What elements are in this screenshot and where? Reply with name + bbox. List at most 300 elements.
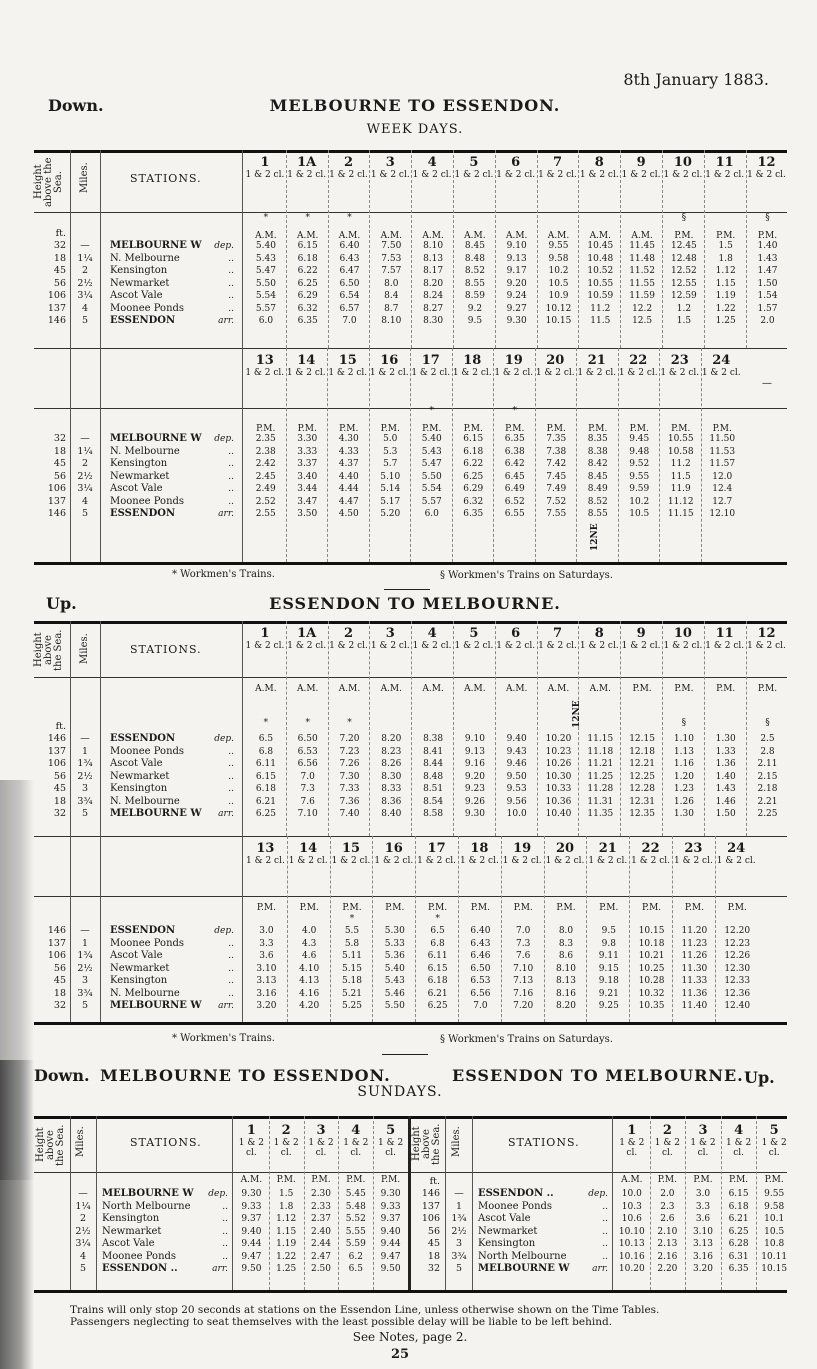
station-tag: ..: [228, 784, 234, 794]
train-number: 10: [673, 626, 692, 641]
up-block1-ampm: A.M.: [296, 684, 319, 694]
sun-right-miles: [448, 1188, 470, 1276]
height-cell: [36, 421, 66, 434]
time-cell: 3.10: [256, 963, 277, 974]
height-cell: 32: [427, 1263, 440, 1274]
down-block1-col-head: [704, 156, 746, 180]
station-row: [102, 1226, 230, 1239]
miles-cell: 4: [81, 495, 89, 507]
time-cell: 3.33: [297, 446, 318, 457]
down-block2-stations: [110, 433, 238, 521]
time-cell: 6.53: [297, 746, 318, 757]
down-block1-mark: §: [681, 213, 687, 223]
station-row: [110, 471, 238, 484]
train-number: 3: [385, 155, 395, 170]
time-cell: 10.35: [638, 1001, 665, 1011]
time-cell: 2.45: [255, 471, 276, 482]
time-cell: 3.44: [297, 484, 318, 494]
time-cell: 5.45: [345, 1189, 366, 1199]
time-cell: 7.42: [546, 459, 567, 469]
down-block1-mark: *: [347, 213, 352, 223]
time-cell: 9.16: [464, 759, 485, 769]
time-cell: 7.3: [516, 938, 531, 949]
station-row: [110, 278, 238, 291]
time-cell: 10.20: [618, 1264, 645, 1274]
class-label: 1 & 2 cl.: [287, 170, 327, 180]
station-row: [110, 808, 238, 821]
station-name: ESSENDON ..: [478, 1188, 554, 1199]
time-cell: 1.26: [673, 796, 694, 807]
time-cell: 8.26: [381, 759, 402, 769]
class-label: 1 & 2 cl.: [411, 368, 451, 378]
time-cell: 6.15: [728, 1189, 749, 1199]
up-direction: Up.: [46, 594, 77, 613]
down-block1-col-head: [286, 156, 328, 180]
station-row: [110, 975, 238, 988]
time-cell: 8.45: [587, 471, 608, 482]
train-number: 23: [670, 353, 689, 368]
miles-cell: —: [78, 1188, 88, 1199]
down-block1-times: [248, 240, 284, 328]
time-cell: 1.8: [718, 253, 733, 264]
class-label: 1 & 2 cl.: [245, 368, 285, 378]
time-cell: 12.23: [724, 938, 751, 949]
down-block1-ampm: A.M.: [547, 231, 570, 241]
time-cell: 8.55: [587, 509, 608, 519]
train-number: 13: [255, 353, 274, 368]
station-name: ESSENDON: [110, 315, 176, 326]
height-cell: 56: [53, 770, 66, 782]
time-cell: 2.37: [310, 1214, 332, 1224]
class-label: 1 & 2 cl.: [535, 368, 575, 378]
time-cell: 12.52: [671, 266, 697, 276]
station-name: N. Melbourne: [110, 795, 180, 807]
station-tag: ..: [228, 759, 234, 769]
up-block1-times: [248, 733, 284, 821]
down-block1-ampm: A.M.: [338, 231, 361, 241]
time-cell: 1.15: [276, 1226, 297, 1237]
down-block1-ampm: A.M.: [464, 231, 486, 241]
section-separator-2: [382, 1054, 428, 1055]
time-cell: 1.12: [715, 266, 736, 276]
time-cell: 1.16: [673, 759, 694, 769]
train-number: 1: [260, 155, 270, 170]
station-row: [102, 1213, 230, 1226]
class-label: 1 & 2 cl.: [579, 641, 619, 651]
train-number: 12: [757, 626, 776, 641]
station-row: [110, 265, 238, 278]
time-cell: 3.47: [297, 496, 318, 507]
down-block1-col-head: [411, 156, 453, 180]
time-cell: 7.36: [339, 796, 360, 807]
time-cell: 6.32: [297, 303, 318, 314]
train-number: 7: [552, 155, 563, 170]
sun-right-times: [688, 1188, 718, 1276]
miles-cell: 2½: [77, 770, 93, 782]
up-block2-times: [334, 925, 371, 1013]
down-block1-times: [708, 240, 744, 328]
time-cell: 5.14: [380, 484, 401, 494]
time-cell: 8.38: [587, 446, 608, 457]
height-cell: 56: [53, 962, 66, 974]
class-label: 1 & 2 cl.: [690, 1138, 716, 1158]
class-label: 1 & 2 cl.: [329, 641, 368, 651]
time-cell: 8.58: [423, 809, 444, 819]
time-cell: 6.25: [463, 471, 484, 482]
station-tag: ..: [222, 1226, 228, 1237]
time-cell: 12.0: [712, 471, 733, 482]
time-cell: 9.45: [629, 434, 650, 444]
train-number: 9: [636, 626, 646, 641]
train-number: 2: [662, 1123, 672, 1138]
sun-left-col-head: [234, 1124, 269, 1158]
time-cell: 9.40: [241, 1226, 262, 1237]
down-block2-ampm: P.M.: [546, 424, 566, 434]
class-label: 1 & 2 cl.: [286, 368, 326, 378]
sun-right-times: [724, 1188, 754, 1276]
train-number: 1: [627, 1123, 637, 1138]
time-cell: 11.59: [629, 291, 655, 301]
sun-left-times: [341, 1188, 370, 1276]
time-cell: 10.45: [587, 241, 614, 251]
up-block2-ampm: P.M.: [470, 903, 490, 913]
up-12ne-note: 12NE: [572, 700, 582, 728]
train-number: 5: [769, 1123, 779, 1138]
station-name: Ascot Vale: [110, 950, 163, 961]
time-cell: 4.40: [338, 471, 359, 482]
time-cell: 6.55: [504, 509, 525, 519]
up-block1-sep-6: [495, 621, 496, 836]
time-cell: 6.11: [255, 759, 276, 769]
time-cell: 9.50: [241, 1264, 262, 1274]
down-block2-mark: *: [512, 406, 517, 416]
sun-left-stations-header: STATIONS.: [130, 1136, 202, 1149]
time-cell: 1.20: [673, 771, 694, 782]
time-cell: 12.25: [629, 771, 655, 782]
up-block1-times: [332, 733, 368, 821]
time-cell: 11.21: [587, 759, 614, 769]
station-tag: ..: [228, 963, 234, 974]
down-block1-col-head: [537, 156, 579, 180]
time-cell: 8.30: [381, 771, 402, 782]
time-cell: 11.57: [709, 459, 736, 469]
time-cell: 6.50: [297, 734, 318, 744]
miles-cell: —: [454, 1188, 464, 1199]
time-cell: 8.10: [555, 963, 577, 974]
train-number: 8: [594, 626, 604, 641]
class-label: 1 & 2 cl.: [618, 368, 658, 378]
time-cell: 6.21: [728, 1214, 749, 1224]
time-cell: 9.33: [380, 1201, 401, 1212]
up-block1-col-head: [746, 627, 788, 651]
station-name: Kensington: [110, 975, 168, 986]
station-tag: ..: [228, 796, 234, 807]
train-number: 11: [715, 626, 734, 641]
up-block2-mark: *: [435, 914, 440, 924]
time-cell: 5.50: [384, 1001, 405, 1011]
time-cell: 11.12: [667, 496, 694, 507]
time-cell: 7.3: [300, 784, 315, 794]
time-cell: 10.40: [545, 809, 572, 819]
height-cell: 106: [47, 483, 66, 494]
down-block2-col-head: [410, 354, 452, 378]
time-cell: 2.0: [660, 1189, 675, 1199]
miles-cell: 2½: [77, 470, 93, 482]
sun-right-stations-header: STATIONS.: [508, 1136, 580, 1149]
up-block1-times: [582, 733, 618, 821]
station-name: Ascot Vale: [110, 290, 163, 301]
down-block2-ampm: P.M.: [712, 424, 732, 434]
time-cell: 5.33: [384, 938, 405, 949]
station-name: Ascot Vale: [110, 758, 163, 769]
up-block2-times: [676, 925, 713, 1013]
time-cell: 5.57: [255, 303, 276, 314]
up-block2-times: [548, 925, 585, 1013]
up-block2-ampm: P.M.: [342, 903, 362, 913]
down-block2-ampm: P.M.: [588, 424, 608, 434]
up-block1-col-head: [620, 627, 662, 651]
time-cell: 9.8: [601, 938, 616, 949]
time-cell: 6.56: [470, 988, 491, 999]
sun-left-miles: [72, 1188, 94, 1276]
time-cell: 7.13: [513, 976, 534, 986]
time-cell: 12.59: [671, 291, 697, 301]
up-block2-ampm: P.M.: [513, 903, 533, 913]
time-cell: 9.58: [548, 253, 569, 264]
time-cell: 2.18: [757, 784, 778, 794]
train-number: 20: [555, 841, 575, 856]
up-block1-sep-12: [746, 621, 747, 836]
time-cell: 1.40: [715, 771, 736, 782]
time-cell: 2.38: [255, 446, 276, 457]
up-block1-ampm: P.M.: [757, 684, 778, 694]
down-last-col-label: —: [762, 378, 772, 389]
station-row: [110, 925, 238, 938]
class-label: 1 & 2 cl.: [331, 856, 371, 866]
up-block2-ampm: P.M.: [599, 903, 619, 913]
time-cell: 10.28: [638, 976, 665, 986]
sun-right-col-head: [650, 1124, 686, 1158]
down-block2-mark: *: [429, 406, 434, 416]
station-name: Moonee Ponds: [478, 1200, 553, 1212]
up-block2-col-head: [330, 842, 373, 866]
up-block1-col-head: [495, 627, 537, 651]
sun-left-vline-1: [96, 1116, 97, 1290]
time-cell: 11.2: [590, 303, 611, 314]
time-cell: 6.8: [430, 938, 445, 949]
time-cell: 5.48: [345, 1201, 366, 1212]
time-cell: 8.41: [423, 746, 444, 757]
time-cell: 7.6: [300, 796, 315, 807]
station-tag: dep.: [214, 241, 234, 251]
up-block1-times: [541, 733, 577, 821]
up-block1-times: [457, 733, 493, 821]
train-number: 13: [256, 841, 275, 856]
up-vline-1: [100, 621, 101, 1022]
time-cell: 11.55: [629, 278, 655, 289]
down-block2-times: [580, 433, 616, 521]
time-cell: 4.47: [338, 496, 359, 507]
train-number: 19: [513, 841, 532, 856]
up-block1-mark: §: [765, 718, 770, 728]
station-tag: ..: [228, 471, 234, 482]
down-block2-times: [290, 433, 326, 521]
station-tag: ..: [228, 496, 234, 507]
up-block2-ampm: P.M.: [642, 903, 662, 913]
down-block2-ampm: P.M.: [297, 424, 317, 434]
class-label: 1 & 2 cl.: [370, 170, 410, 180]
down-block2-col-head: [493, 354, 535, 378]
sunday-subtitle: SUNDAYS.: [357, 1084, 443, 1100]
time-cell: 4.33: [338, 446, 359, 457]
station-row: [478, 1201, 610, 1214]
time-cell: 8.0: [558, 926, 574, 936]
station-name: MELBOURNE W: [110, 433, 202, 444]
station-row: [110, 771, 238, 784]
up-note-saturdays: § Workmen's Trains on Saturdays.: [440, 1034, 613, 1045]
time-cell: 7.0: [473, 1001, 488, 1011]
time-cell: 9.50: [380, 1264, 401, 1274]
miles-cell: —: [80, 433, 90, 444]
down-block1-ampm: A.M.: [380, 231, 402, 241]
time-cell: 10.6: [621, 1214, 642, 1224]
down-block1-times: [750, 240, 786, 328]
miles-cell: 3¾: [451, 1250, 467, 1262]
class-label: 1 & 2 cl.: [579, 170, 619, 180]
time-cell: 1.54: [757, 291, 778, 301]
time-cell: 11.50: [709, 434, 736, 444]
up-block1-times: [624, 733, 660, 821]
down-block1-ampm: A.M.: [589, 231, 611, 241]
sun-left-col-head: [269, 1124, 304, 1158]
down-height-header: Height above the Sea.: [33, 157, 64, 207]
miles-cell: 3¼: [75, 1238, 91, 1249]
class-label: 1 & 2 cl.: [663, 170, 703, 180]
time-cell: 7.50: [381, 241, 402, 251]
station-tag: ..: [228, 253, 234, 264]
time-cell: 2.35: [255, 434, 276, 444]
miles-cell: 3¾: [77, 795, 93, 807]
height-cell: ft.: [429, 1175, 440, 1187]
station-name: Moonee Ponds: [110, 495, 185, 507]
time-cell: 1.10: [673, 734, 694, 744]
time-cell: 11.26: [681, 951, 708, 961]
sun-left-ampm: P.M.: [311, 1175, 331, 1185]
down-block2-times: [705, 433, 741, 521]
time-cell: 9.11: [598, 951, 619, 961]
down-block1-times: [582, 240, 618, 328]
down-block1-times: [541, 240, 577, 328]
down-block1-mark: §: [765, 213, 770, 223]
station-tag: arr.: [592, 1264, 608, 1274]
station-tag: ..: [228, 278, 234, 289]
train-number: 6: [511, 626, 521, 641]
time-cell: 8.4: [384, 291, 399, 301]
up-block1-mark: *: [305, 718, 310, 728]
sun-right-ampm: P.M.: [657, 1175, 677, 1185]
down-block2-times: [456, 433, 492, 521]
time-cell: 9.30: [241, 1189, 262, 1199]
time-cell: 10.55: [587, 278, 614, 289]
time-cell: 9.17: [506, 266, 527, 276]
time-cell: 3.3: [695, 1201, 711, 1212]
up-block2-col-head: [287, 842, 330, 866]
time-cell: 6.18: [255, 784, 276, 794]
station-name: Moonee Ponds: [110, 302, 185, 314]
station-name: MELBOURNE W: [102, 1188, 194, 1199]
down-note-workmen: * Workmen's Trains.: [172, 569, 275, 580]
down-block1-ampm: P.M.: [674, 231, 694, 241]
down-block1-col-head: [578, 156, 620, 180]
height-cell: 106: [421, 1213, 440, 1224]
down-miles-header: Miles.: [79, 162, 90, 194]
time-cell: 10.13: [618, 1239, 645, 1249]
height-cell: 106: [47, 950, 66, 961]
time-cell: 6.29: [297, 291, 318, 301]
down-block2-sep-10: [659, 348, 660, 562]
station-tag: ..: [602, 1201, 608, 1212]
train-number: 19: [504, 353, 523, 368]
time-cell: 6.15: [255, 771, 276, 782]
up-title: ESSENDON TO MELBOURNE.: [269, 594, 561, 613]
down-block1-times: [666, 240, 702, 328]
class-label: 1 & 2 cl.: [245, 641, 285, 651]
time-cell: 9.55: [629, 471, 650, 482]
time-cell: 10.12: [545, 303, 572, 314]
down-block2-sep-11: [701, 348, 702, 562]
height-cell: 45: [53, 783, 66, 794]
time-cell: 5.30: [384, 926, 405, 936]
height-cell: 18: [53, 795, 66, 807]
class-label: 1 & 2 cl.: [631, 856, 670, 866]
down-block1-ampm: P.M.: [716, 231, 736, 241]
time-cell: 8.49: [587, 484, 608, 494]
station-row: [110, 796, 238, 809]
time-cell: 10.5: [629, 509, 650, 519]
station-name: MELBOURNE W: [110, 240, 202, 251]
up-block1-times: [290, 733, 326, 821]
time-cell: 6.18: [728, 1201, 749, 1212]
class-label: 1 & 2 cl.: [288, 856, 328, 866]
time-cell: 5.15: [341, 963, 363, 974]
sun-right-ampm: A.M.: [621, 1175, 643, 1185]
height-cell: 146: [47, 733, 66, 744]
class-label: 1 & 2 cl.: [705, 641, 745, 651]
time-cell: 10.20: [545, 734, 572, 744]
time-cell: 6.40: [470, 926, 491, 936]
up-block1-ampm: A.M.: [547, 684, 570, 694]
time-cell: 3.6: [259, 951, 274, 961]
down-block2-times: [331, 433, 367, 521]
down-block2-col-head: [452, 354, 494, 378]
time-cell: 12.30: [724, 963, 751, 974]
time-cell: 10.10: [618, 1226, 645, 1237]
up-block1-times: [666, 733, 702, 821]
time-cell: 5.11: [341, 951, 363, 961]
time-cell: 9.46: [506, 759, 527, 769]
up-block1-ampm: A.M.: [464, 684, 486, 694]
up-block1-col-head: [662, 627, 704, 651]
station-tag: ..: [222, 1251, 228, 1262]
up-block1-sep-11: [704, 621, 705, 836]
sun-left-stations: [102, 1188, 230, 1276]
time-cell: 1.50: [715, 809, 736, 819]
time-cell: 12.48: [671, 253, 697, 264]
station-name: Moonee Ponds: [110, 745, 185, 757]
height-cell: ft.: [55, 227, 66, 239]
up-block1-ampm: P.M.: [716, 684, 736, 694]
time-cell: 12.15: [629, 734, 655, 744]
